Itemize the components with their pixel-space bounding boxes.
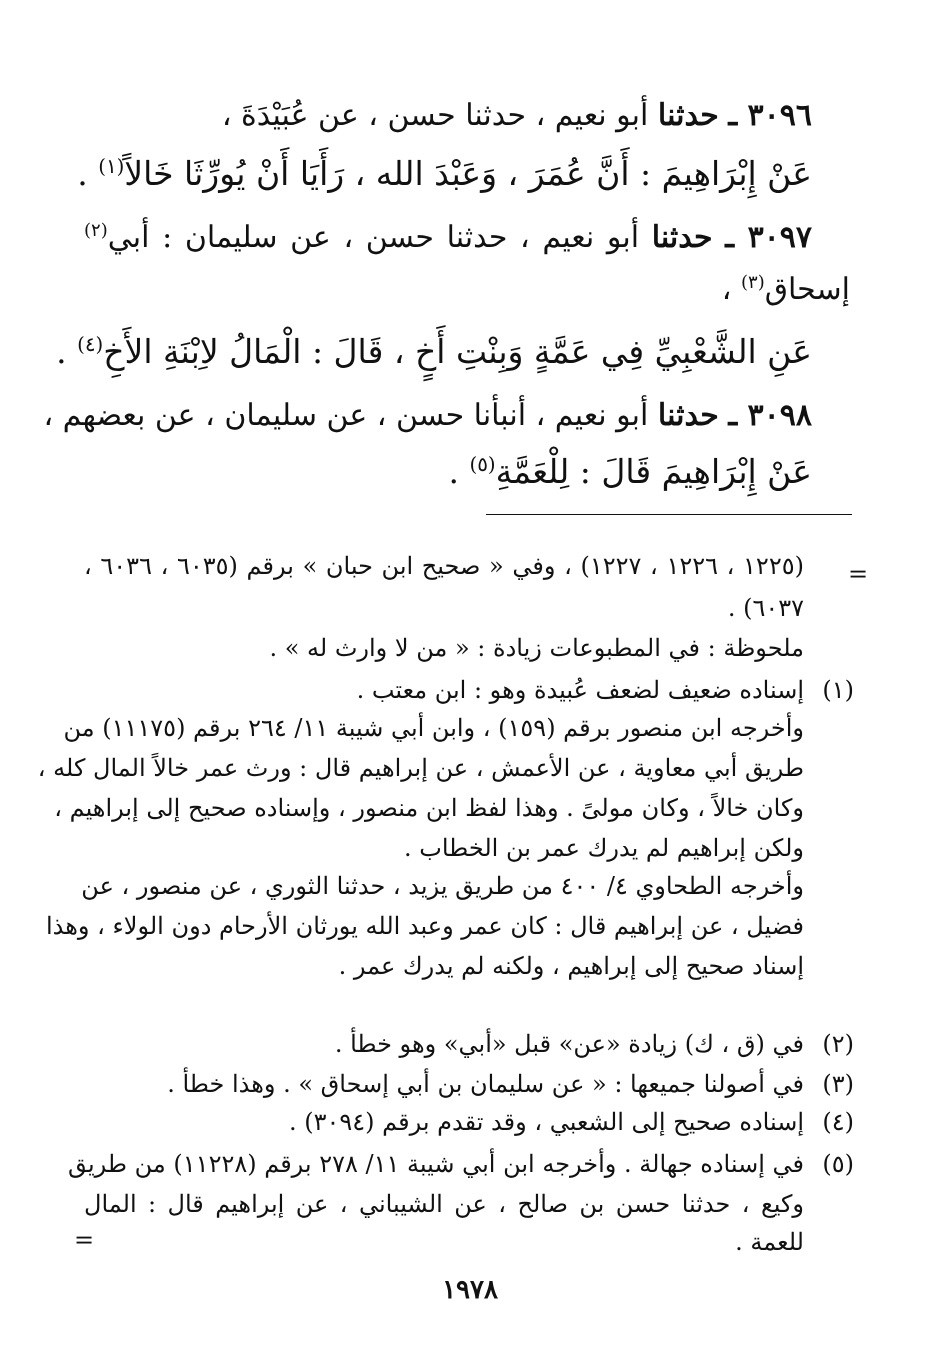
hadith-number: ٣٠٩٨ ـ (728, 398, 812, 433)
continuation-marker: = (74, 1226, 95, 1254)
haddathana-word: حدثنا (657, 398, 719, 433)
footnote-1-line: وأخرجه ابن منصور برقم (١٥٩) ، وابن أبي شيبة ١١/ ٢٦٤ برقم (١١١٧٥) من (63, 714, 804, 742)
footnote-5-line: وكيع ، حدثنا حسن بن صالح ، عن الشيباني ، عن إبراهيم قال : المال (84, 1190, 805, 1218)
footnote-1-line: وأخرجه الطحاوي ٤/ ٤٠٠ من طريق يزيد ، حدثنا الثوري ، عن منصور ، عن (81, 872, 804, 900)
footnote-1-line: فضيل ، عن إبراهيم قال : كان عمر وعبد الله يورثان الأرحام دون الولاء ، وهذا (45, 912, 804, 940)
matn-end: . (77, 154, 99, 193)
footnote-number: (٤) (822, 1108, 854, 1136)
hadith-number: ٣٠٩٧ ـ (725, 220, 813, 255)
matn-text: عَنْ إِبْرَاهِيمَ : أَنَّ عُمَرَ ، وَعَبْدَ الله ، رَأَيَا أَنْ يُورِّثَا خَالاً (124, 154, 812, 193)
footnote-continued-line: (١٢٢٥ ، ١٢٢٦ ، ١٢٢٧) ، وفي « صحيح ابن حبان » برقم (٦٠٣٥ ، ٦٠٣٦ ، (84, 552, 804, 580)
matn-text: عَنِ الشَّعْبِيِّ فِي عَمَّةٍ وَبِنْتِ أَخٍ ، قَالَ : الْمَالُ لاِبْنَةِ الأَخِ (103, 332, 812, 371)
hadith-3097-isnad-cont (90, 272, 850, 307)
isnad-text: أبو نعيم ، حدثنا حسن ، عن عُبَيْدَةَ ، (221, 98, 649, 133)
footnote-1-line: إسناد صحيح إلى إبراهيم ، ولكنه لم يدرك عمر . (338, 952, 804, 980)
page-number: ١٩٧٨ (442, 1275, 498, 1305)
footnote-1-line: ولكن إبراهيم لم يدرك عمر بن الخطاب . (404, 834, 804, 862)
matn-text: عَنْ إِبْرَاهِيمَ قَالَ : لِلْعَمَّةِ (495, 452, 812, 491)
matn-end: . (448, 452, 470, 491)
footnote-3-text: في أصولنا جميعها : « عن سليمان بن أبي إسحاق » . وهذا خطأ . (167, 1070, 804, 1098)
continuation-marker: = (848, 560, 869, 588)
footnote-number: (٣) (822, 1070, 854, 1098)
hadith-3096-matn (77, 154, 812, 193)
footnote-1-line: طريق أبي معاوية ، عن الأعمش ، عن إبراهيم قال : ورث عمر خالاً المال كله ، (37, 754, 804, 782)
footnote-2-text: في (ق ، ك) زيادة «عن» قبل «أبي» وهو خطأ . (334, 1030, 804, 1058)
footnote-number: (١) (822, 676, 854, 704)
footnote-continued-line: ٦٠٣٧) . (727, 594, 804, 622)
hadith-number: ٣٠٩٦ ـ (728, 98, 812, 133)
hadith-3098-isnad (43, 398, 812, 433)
footnote-5-line: للعمة . (735, 1228, 804, 1256)
footnote-ref: (٤) (77, 333, 104, 356)
footnote-ref: (١) (98, 155, 125, 178)
footnote-number: (٥) (822, 1150, 854, 1178)
footnote-number: (٢) (822, 1030, 854, 1058)
footnote-ref: (٢) (84, 220, 108, 241)
isnad-text: أبو نعيم ، حدثنا حسن ، عن سليمان : أبي (107, 220, 640, 255)
isnad-text: إسحاق (764, 272, 850, 307)
haddathana-word: حدثنا (651, 220, 713, 255)
footnote-4-text: إسناده صحيح إلى الشعبي ، وقد تقدم برقم (٣٠٩٤) . (288, 1108, 804, 1136)
hadith-3097-matn (56, 332, 812, 371)
hadith-3097-isnad (84, 220, 812, 255)
isnad-text: أبو نعيم ، أنبأنا حسن ، عن سليمان ، عن بعضهم ، (43, 398, 649, 433)
footnote-1-line: إسناده ضعيف لضعف عُبيدة وهو : ابن معتب . (356, 676, 804, 704)
matn-end: . (56, 332, 78, 371)
footnote-ref: (٣) (741, 272, 765, 293)
hadith-3098-matn (90, 452, 812, 491)
footnote-5-line: في إسناده جهالة . وأخرجه ابن أبي شيبة ١١/ ٢٧٨ برقم (١١٢٢٨) من طريق (67, 1150, 804, 1178)
haddathana-word: حدثنا (657, 98, 719, 133)
footnote-note: ملحوظة : في المطبوعات زيادة : « من لا وارث له » . (269, 634, 804, 662)
footnote-ref: (٥) (469, 453, 496, 476)
hadith-3096-isnad (90, 98, 812, 133)
isnad-end: ، (721, 272, 741, 307)
footnote-1-line: وكان خالاً ، وكان مولىً . وهذا لفظ ابن منصور ، وإسناده صحيح إلى إبراهيم ، (54, 794, 804, 822)
footnote-separator (486, 514, 852, 515)
